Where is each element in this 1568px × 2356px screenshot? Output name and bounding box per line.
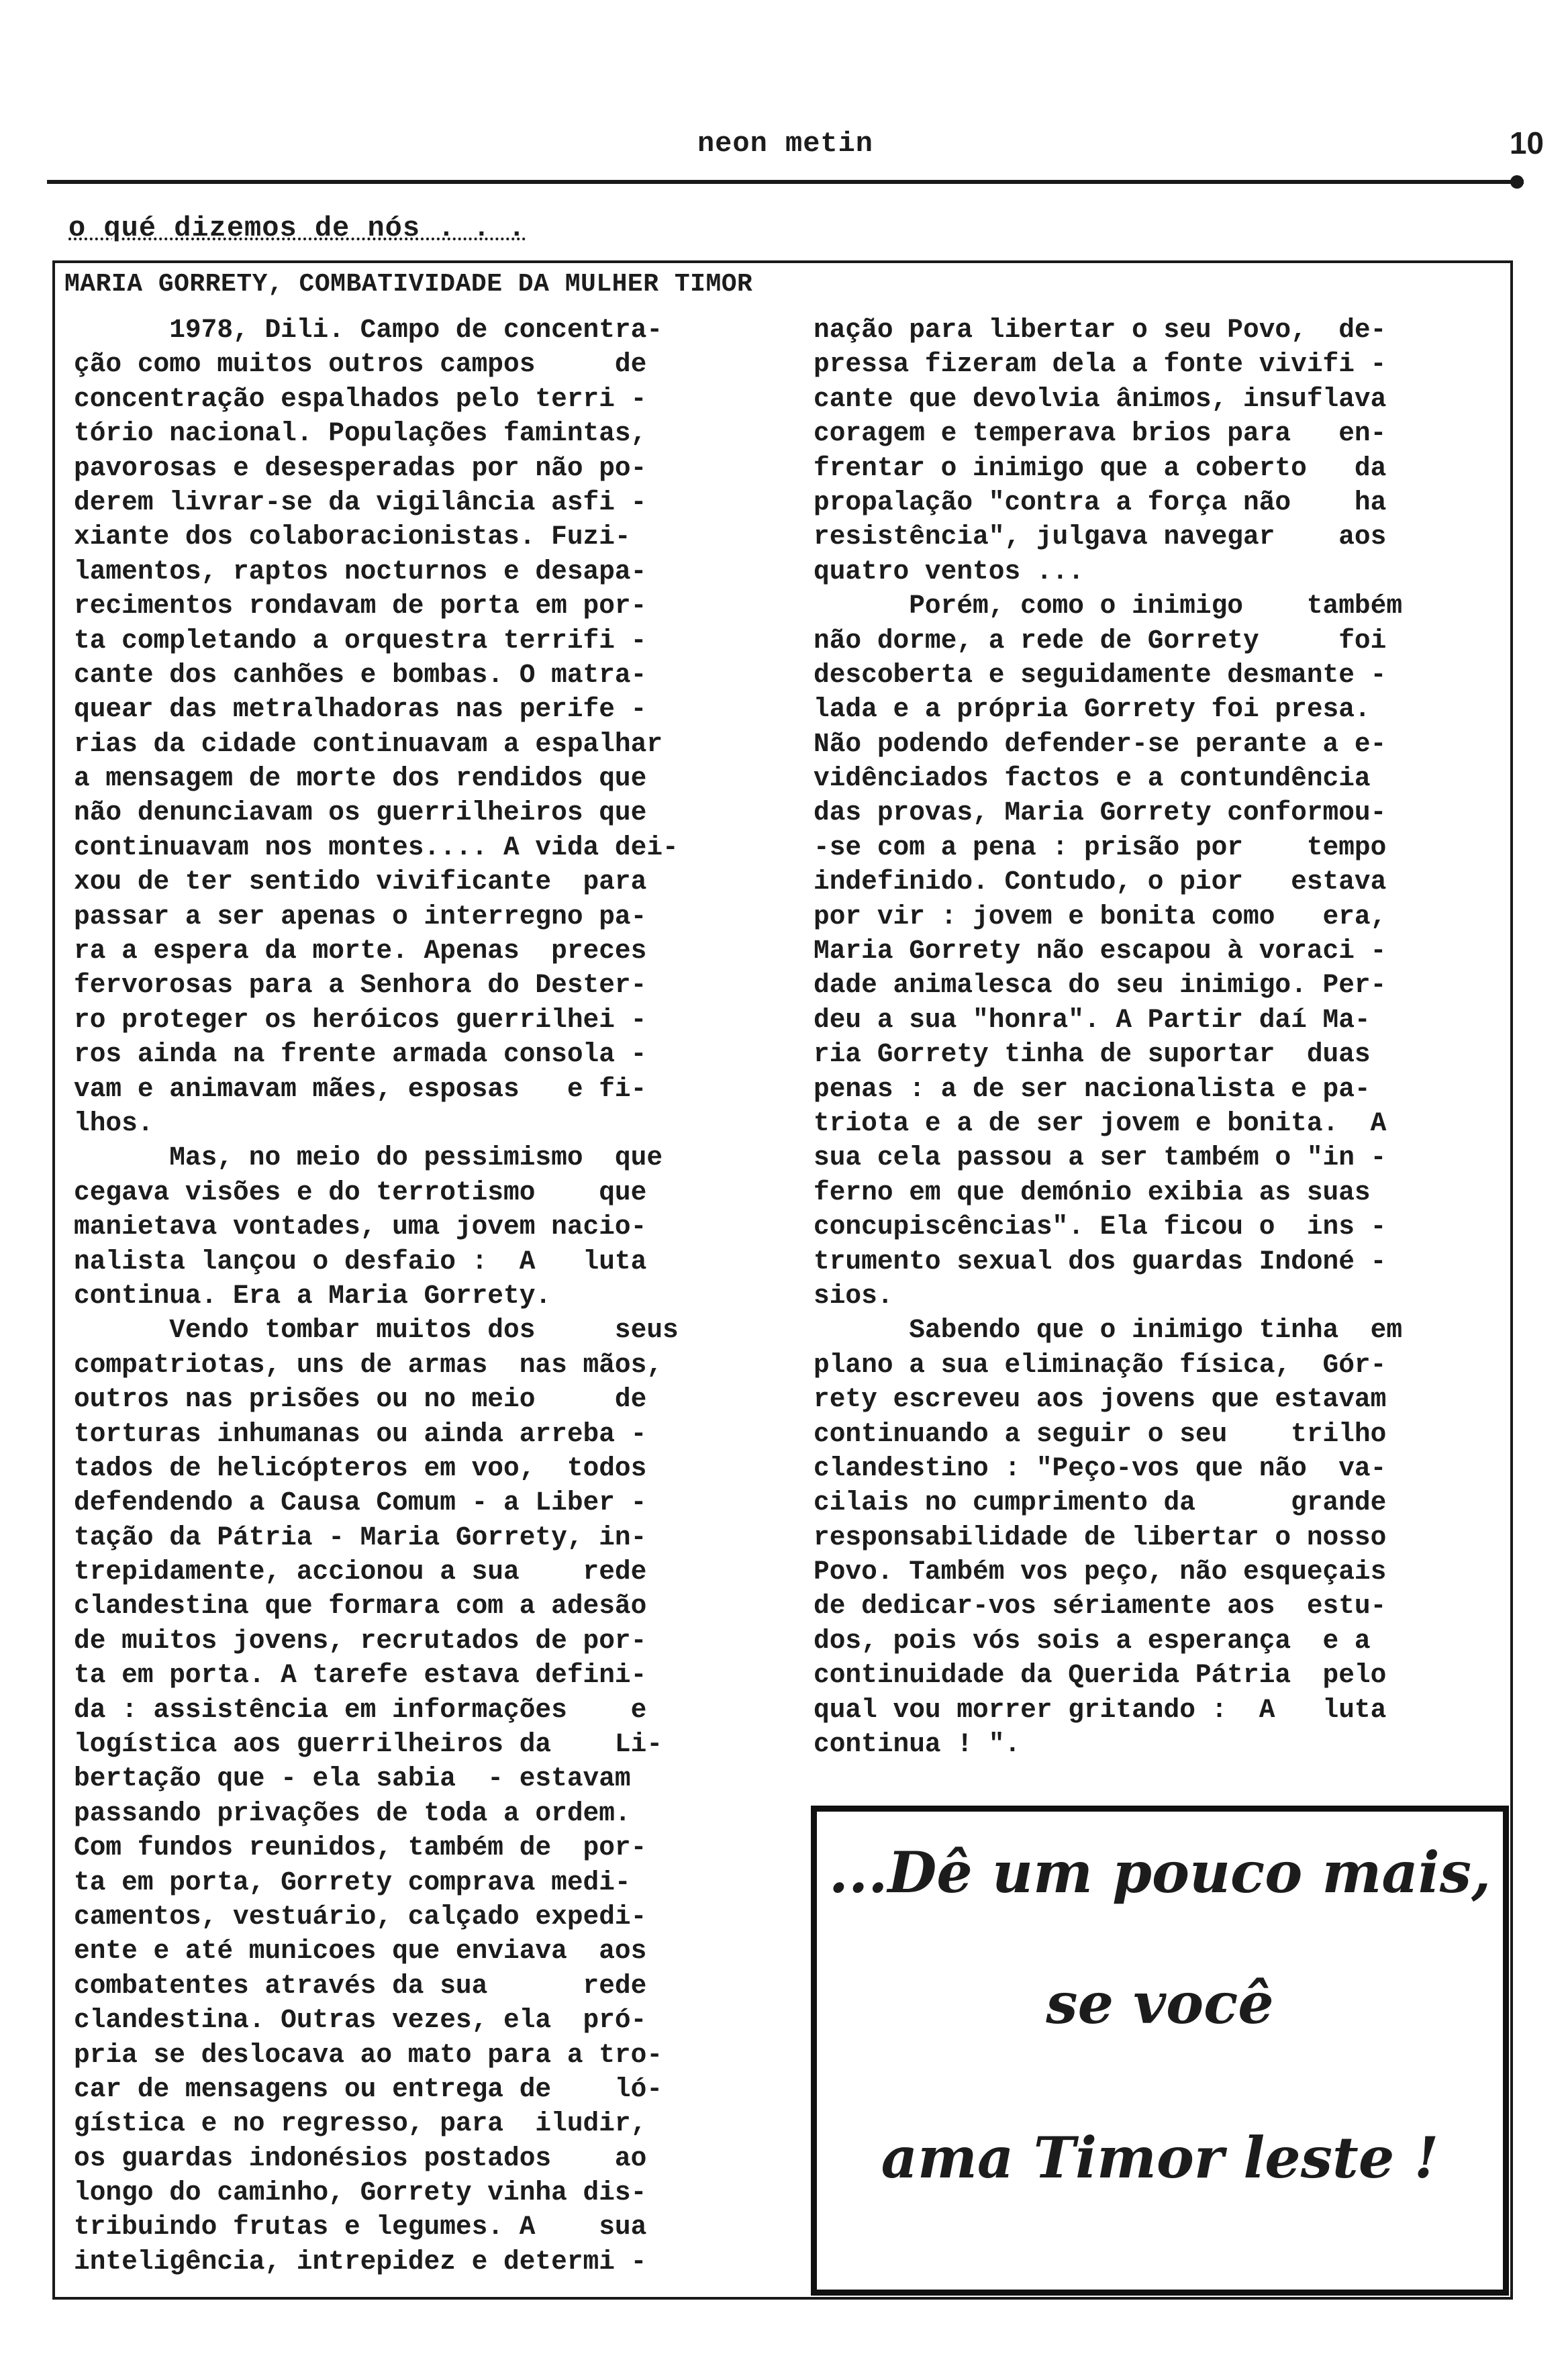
text-line: Povo. Também vos peço, não esqueçais [814,1557,1387,1587]
text-line: continuavam nos montes.... A vida dei- [74,832,679,863]
text-line: continua. Era a Maria Gorrety. [74,1280,552,1311]
text-line: fervorosas para a Senhora do Dester- [74,970,647,1001]
text-line: Porém, como o inimigo também [814,591,1403,622]
text-line: não dorme, a rede de Gorrety foi [814,625,1387,656]
text-line: os guardas indonésios postados ao [74,2143,647,2173]
text-line: ro proteger os heróicos guerrilhei - [74,1004,647,1035]
text-line: ta em porta. A tarefe estava defini- [74,1660,647,1691]
text-line: cante que devolvia ânimos, insuflava [814,383,1387,414]
text-line: concupiscências". Ela ficou o ins - [814,1212,1387,1242]
text-line: coragem e temperava brios para en- [814,418,1387,449]
text-line: continua ! ". [814,1729,1021,1760]
text-line: quear das metralhadoras nas perife - [74,694,647,725]
text-line: quatro ventos ... [814,556,1084,587]
text-line: lada e a própria Gorrety foi presa. [814,694,1371,725]
appeal-line-1: ...Dê um pouco mais, [828,1839,1491,1906]
text-line: resistência", julgava navegar aos [814,522,1387,552]
article-title: MARIA GORRETY, COMBATIVIDADE DA MULHER TIMOR [64,270,753,299]
text-line: nação para libertar o seu Povo, de- [814,315,1387,345]
text-line: frentar o inimigo que a coberto da [814,452,1387,483]
text-line: torturas inhumanas ou ainda arreba - [74,1418,647,1449]
text-line: penas : a de ser nacionalista e pa- [814,1073,1371,1104]
text-line: indefinido. Contudo, o pior estava [814,867,1387,897]
text-line: ra a espera da morte. Apenas preces [74,936,647,967]
text-line: tório nacional. Populações famintas, [74,418,647,449]
text-line: deu a sua "honra". A Partir daí Ma- [814,1004,1371,1035]
text-line: descoberta e seguidamente desmante - [814,659,1387,690]
text-line: xou de ter sentido vivificante para [74,867,647,897]
text-line: de dedicar-vos sériamente aos estu- [814,1591,1387,1622]
text-line: lhos. [74,1108,154,1138]
text-line: ta completando a orquestra terrifi - [74,625,647,656]
text-line: responsabilidade de libertar o nosso [814,1522,1387,1553]
text-line: bertação que - ela sabia - estavam [74,1763,631,1794]
header-divider-end [1510,175,1524,189]
text-line: camentos, vestuário, calçado expedi- [74,1901,647,1932]
text-line: tação da Pátria - Maria Gorrety, in- [74,1522,647,1553]
text-line: continuando a seguir o seu trilho [814,1418,1387,1449]
text-line: Maria Gorrety não escapou à voraci - [814,936,1387,967]
text-line: ria Gorrety tinha de suportar duas [814,1039,1371,1070]
article-right-column [814,313,1498,1761]
text-line: gística e no regresso, para iludir, [74,2108,647,2139]
text-line: dade animalesca do seu inimigo. Per- [814,970,1387,1001]
text-line: cante dos canhões e bombas. O matra- [74,659,647,690]
text-line: Vendo tombar muitos dos seus [74,1315,679,1346]
text-line: combatentes através da sua rede [74,1970,647,2001]
text-line: de muitos jovens, recrutados de por- [74,1625,647,1656]
text-line: triota e a de ser jovem e bonita. A [814,1108,1387,1138]
text-line: tados de helicópteros em voo, todos [74,1453,647,1483]
text-line: Sabendo que o inimigo tinha em [814,1315,1403,1346]
text-line: derem livrar-se da vigilância asfi - [74,487,647,518]
text-line: trepidamente, accionou a sua rede [74,1557,647,1587]
text-line: Não podendo defender-se perante a e- [814,728,1387,759]
text-line: tribuindo frutas e legumes. A sua [74,2212,647,2243]
text-line: cegava visões e do terrotismo que [74,1177,647,1208]
text-line: ferno em que demónio exibia as suas [814,1177,1371,1208]
appeal-line-3: ama Timor leste ! [881,2124,1439,2191]
section-label: o qué dizemos de nós . . . [68,212,526,244]
text-line: compatriotas, uns de armas nas mãos, [74,1349,663,1380]
text-line: rety escreveu aos jovens que estavam [814,1384,1387,1415]
text-line: qual vou morrer gritando : A luta [814,1694,1387,1725]
text-line: manietava vontades, uma jovem nacio- [74,1212,647,1242]
text-line: car de mensagens ou entrega de ló- [74,2073,663,2104]
text-line: longo do caminho, Gorrety vinha dis- [74,2177,647,2208]
text-line: por vir : jovem e bonita como era, [814,901,1387,932]
text-line: passando privações de toda a ordem. [74,1798,631,1828]
text-line: pria se deslocava ao mato para a tro- [74,2039,663,2070]
text-line: sua cela passou a ser também o "in - [814,1142,1387,1173]
text-line: dos, pois vós sois a esperança e a [814,1625,1371,1656]
text-line: a mensagem de morte dos rendidos que [74,763,647,794]
text-line: rias da cidade continuavam a espalhar [74,728,663,759]
page-number: 10 [1509,126,1544,160]
publication-title: neon metin [697,128,874,160]
text-line: não denunciavam os guerrilheiros que [74,797,647,828]
text-line: pressa fizeram dela a fonte vivifi - [814,349,1387,380]
appeal-line-2: se você [1046,1970,1274,2036]
text-line: ta em porta, Gorrety comprava medi- [74,1867,631,1898]
article-left-column [74,313,758,2279]
text-line: lamentos, raptos nocturnos e desapa- [74,556,647,587]
text-line: ente e até municoes que enviava aos [74,1936,647,1967]
text-line: Mas, no meio do pessimismo que [74,1142,663,1173]
text-line: clandestina que formara com a adesão [74,1591,647,1622]
text-line: passar a ser apenas o interregno pa- [74,901,647,932]
header-divider [47,180,1524,184]
text-line: sios. [814,1280,893,1311]
text-line: logística aos guerrilheiros da Li- [74,1729,663,1760]
text-line: das provas, Maria Gorrety conformou- [814,797,1387,828]
text-line: concentração espalhados pelo terri - [74,383,647,414]
text-line: xiante dos colaboracionistas. Fuzi- [74,522,631,552]
text-line: recimentos rondavam de porta em por- [74,591,647,622]
text-line: ção como muitos outros campos de [74,349,647,380]
text-line: plano a sua eliminação física, Gór- [814,1349,1387,1380]
text-line: 1978, Dili. Campo de concentra- [74,315,663,345]
text-line: defendendo a Causa Comum - a Liber - [74,1487,647,1518]
text-line: propalação "contra a força não ha [814,487,1387,518]
text-line: continuidade da Querida Pátria pelo [814,1660,1387,1691]
text-line: da : assistência em informações e [74,1694,647,1725]
text-line: vidênciados factos e a contundência [814,763,1371,794]
text-line: inteligência, intrepidez e determi - [74,2246,647,2277]
text-line: outros nas prisões ou no meio de [74,1384,647,1415]
text-line: -se com a pena : prisão por tempo [814,832,1387,863]
text-line: ros ainda na frente armada consola - [74,1039,647,1070]
text-line: nalista lançou o desfaio : A luta [74,1246,647,1277]
text-line: clandestina. Outras vezes, ela pró- [74,2005,647,2036]
text-line: trumento sexual dos guardas Indoné - [814,1246,1387,1277]
text-line: pavorosas e desesperadas por não po- [74,452,647,483]
text-line: cilais no cumprimento da grande [814,1487,1387,1518]
text-line: Com fundos reunidos, também de por- [74,1832,647,1863]
text-line: vam e animavam mães, esposas e fi- [74,1073,647,1104]
text-line: clandestino : "Peço-vos que não va- [814,1453,1387,1483]
